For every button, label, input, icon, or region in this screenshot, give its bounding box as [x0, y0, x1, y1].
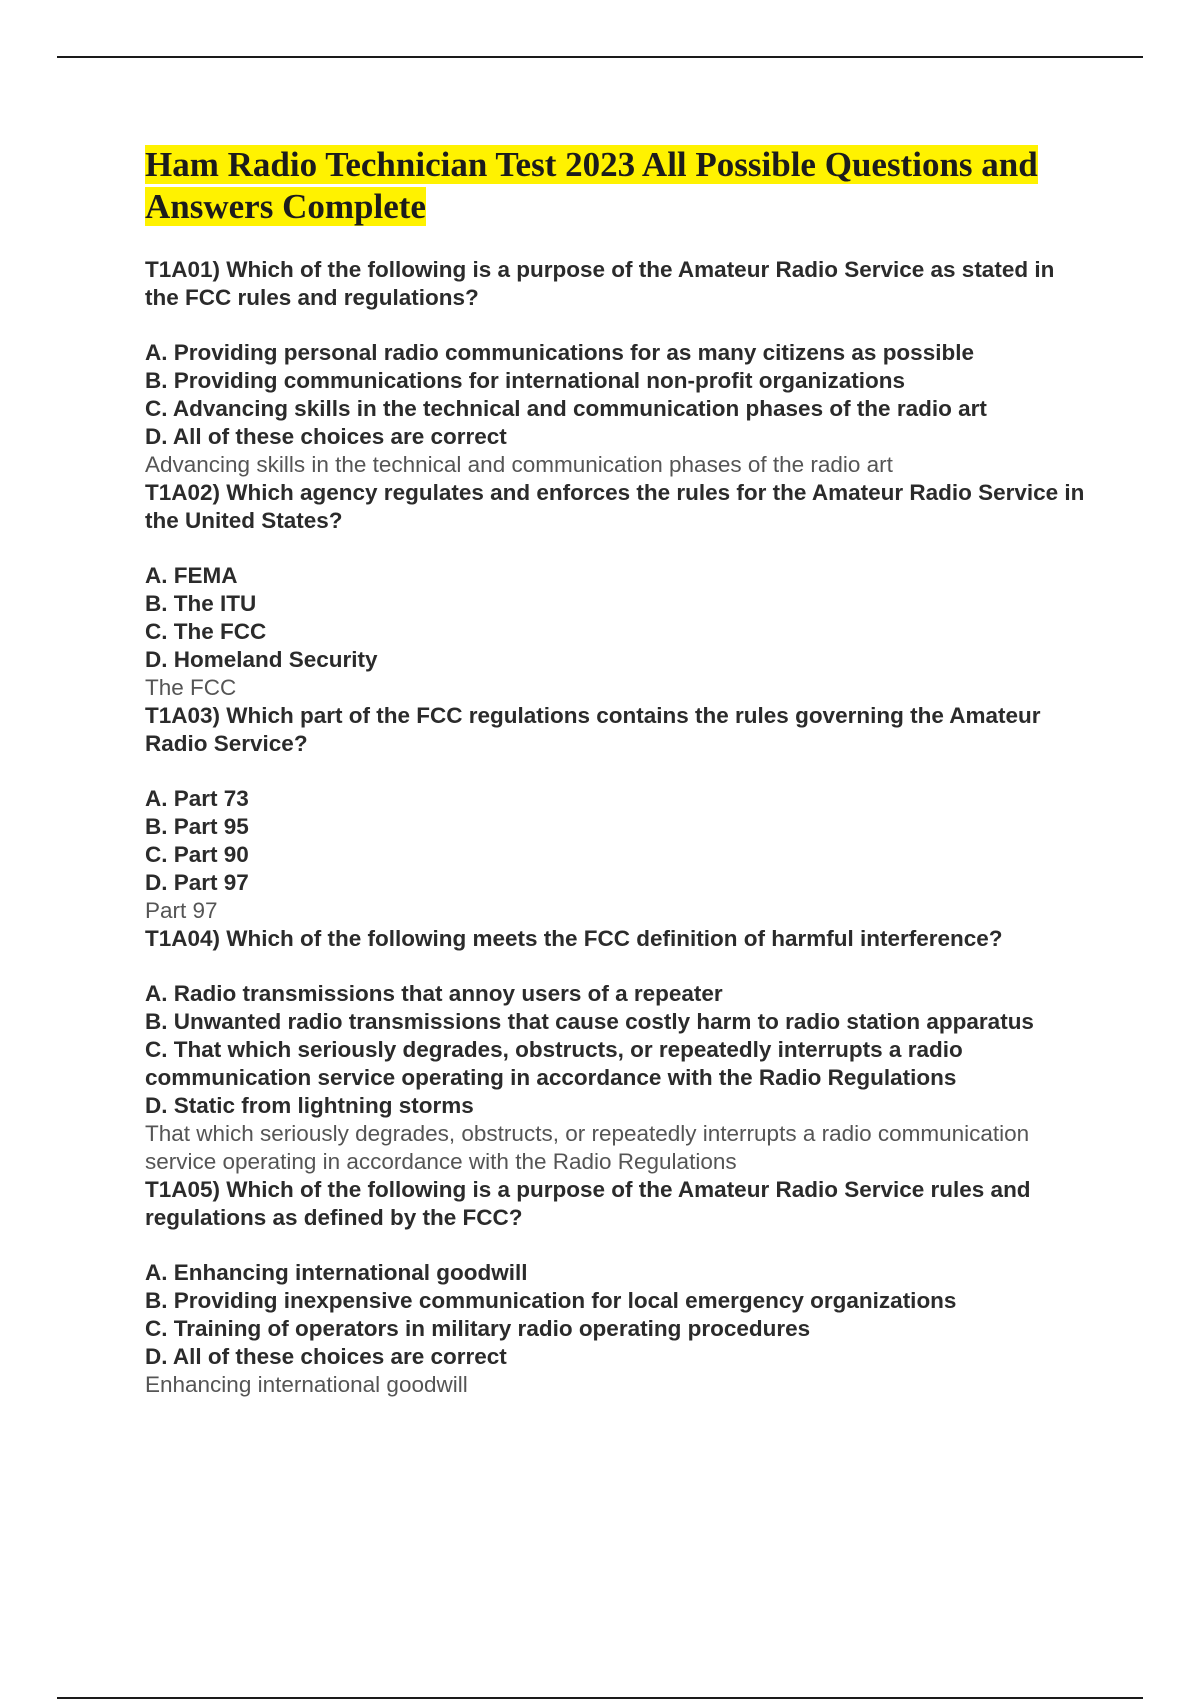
- document-title: [145, 144, 1085, 228]
- answer-text: Advancing skills in the technical and communication phases of the radio art: [145, 452, 893, 477]
- option-list: [145, 785, 1085, 897]
- answer-text: That which seriously degrades, obstructs, or repeatedly interrupts a radio communication service operating in accordance with the Radio Regulations: [145, 1121, 1030, 1174]
- answer-text: Part 97: [145, 898, 218, 923]
- question-text: T1A02) Which agency regulates and enforces the rules for the Amateur Radio Service in the United States?: [145, 480, 1085, 533]
- option-list: [145, 980, 1085, 1120]
- option-c: C. Part 90: [145, 842, 249, 867]
- top-rule: [57, 56, 1143, 58]
- option-d: D. Part 97: [145, 870, 249, 895]
- question-text: T1A03) Which part of the FCC regulations contains the rules governing the Amateur Radio Service?: [145, 703, 1041, 756]
- option-a: A. Part 73: [145, 786, 249, 811]
- option-d: D. Homeland Security: [145, 647, 378, 672]
- option-list: [145, 1259, 1085, 1371]
- option-b: B. Unwanted radio transmissions that cause costly harm to radio station apparatus: [145, 1009, 1034, 1034]
- option-list: [145, 562, 1085, 674]
- option-a: A. Radio transmissions that annoy users of a repeater: [145, 981, 723, 1006]
- document-title-text: Ham Radio Technician Test 2023 All Possible Questions and Answers Complete: [145, 145, 1038, 226]
- option-a: A. Providing personal radio communications for as many citizens as possible: [145, 340, 974, 365]
- option-a: A. Enhancing international goodwill: [145, 1260, 528, 1285]
- option-b: B. The ITU: [145, 591, 257, 616]
- answer-text: The FCC: [145, 675, 237, 700]
- option-d: D. Static from lightning storms: [145, 1093, 474, 1118]
- option-list: [145, 339, 1085, 451]
- option-c: C. Training of operators in military radio operating procedures: [145, 1316, 811, 1341]
- option-c: C. That which seriously degrades, obstructs, or repeatedly interrupts a radio communication service operating in accordance with the Radio Regulations: [145, 1037, 963, 1090]
- question-block-t1a05: [145, 1176, 1085, 1399]
- option-d: D. All of these choices are correct: [145, 1344, 507, 1369]
- question-block-t1a02: [145, 479, 1085, 702]
- document-body: [145, 144, 1085, 1399]
- option-d: D. All of these choices are correct: [145, 424, 507, 449]
- option-c: C. Advancing skills in the technical and communication phases of the radio art: [145, 396, 987, 421]
- answer-text: Enhancing international goodwill: [145, 1372, 468, 1397]
- question-block-t1a03: [145, 702, 1085, 925]
- option-b: B. Part 95: [145, 814, 249, 839]
- option-b: B. Providing inexpensive communication for local emergency organizations: [145, 1288, 957, 1313]
- option-b: B. Providing communications for international non-profit organizations: [145, 368, 906, 393]
- option-c: C. The FCC: [145, 619, 267, 644]
- question-block-t1a04: [145, 925, 1085, 1176]
- question-text: T1A01) Which of the following is a purpose of the Amateur Radio Service as stated in the FCC rules and regulations?: [145, 257, 1055, 310]
- option-a: A. FEMA: [145, 563, 238, 588]
- question-text: T1A04) Which of the following meets the FCC definition of harmful interference?: [145, 926, 1003, 951]
- bottom-rule: [57, 1697, 1143, 1699]
- question-text: T1A05) Which of the following is a purpose of the Amateur Radio Service rules and regulations as defined by the FCC?: [145, 1177, 1031, 1230]
- question-block-t1a01: [145, 256, 1085, 479]
